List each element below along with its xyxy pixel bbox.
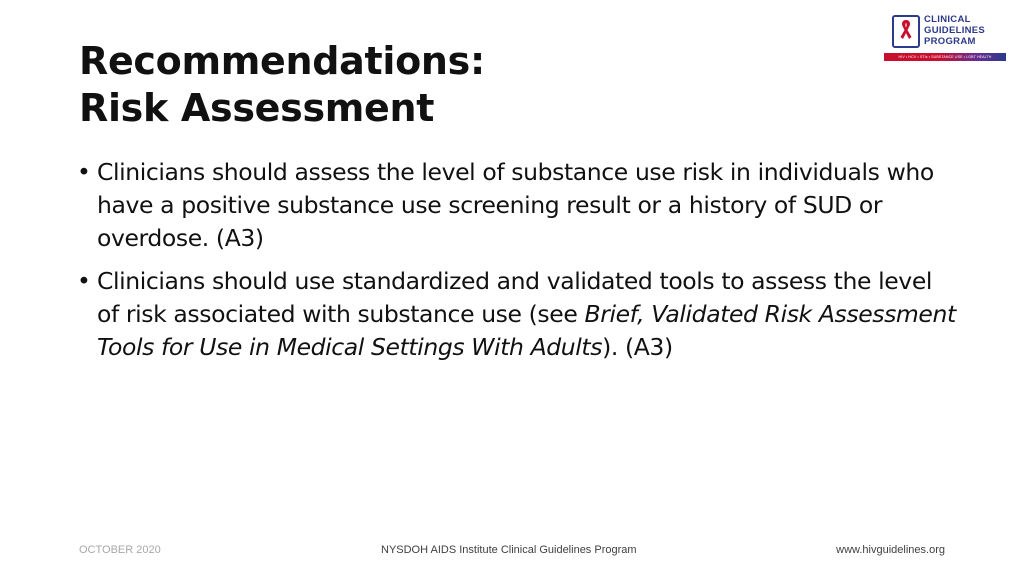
clinical-guidelines-program-logo (884, 12, 1006, 64)
logo-frame (892, 15, 920, 48)
slide-title (79, 38, 485, 132)
logo-line-2: GUIDELINES (924, 25, 986, 36)
bullet-marker: • (77, 158, 91, 186)
recommendation-item (77, 265, 957, 364)
recommendation-list (77, 156, 957, 374)
logo-line-1: CLINICAL (924, 14, 971, 25)
slide-title-line-1: Recommendations: (79, 39, 485, 83)
recommendation-item (77, 156, 957, 255)
recommendation-text-after: ). (A3) (602, 333, 673, 361)
recommendation-text-before: Clinicians should use standardized and validated tools to assess the level of risk associated with substance use (see (97, 267, 933, 328)
red-ribbon-icon (894, 17, 918, 46)
footer-url: www.hivguidelines.org (836, 544, 945, 556)
recommendation-reference-title: Brief, Validated Risk Assessment Tools for Use in Medical Settings With Adults (97, 300, 956, 361)
logo-tagline-bar: HIV • HCV • STIs • SUBSTANCE USE • LGBT HEALTH (884, 53, 1006, 61)
recommendation-text: Clinicians should assess the level of substance use risk in individuals who have a positive substance use screening result or a history of SUD or overdose. (A3) (97, 158, 934, 252)
logo-line-3: PROGRAM (924, 36, 976, 47)
footer-program: NYSDOH AIDS Institute Clinical Guidelines Program (381, 544, 637, 556)
slide-title-line-2: Risk Assessment (79, 86, 435, 130)
bullet-marker: • (77, 267, 91, 295)
footer-date: OCTOBER 2020 (79, 544, 161, 556)
logo-wordmark (924, 14, 985, 47)
